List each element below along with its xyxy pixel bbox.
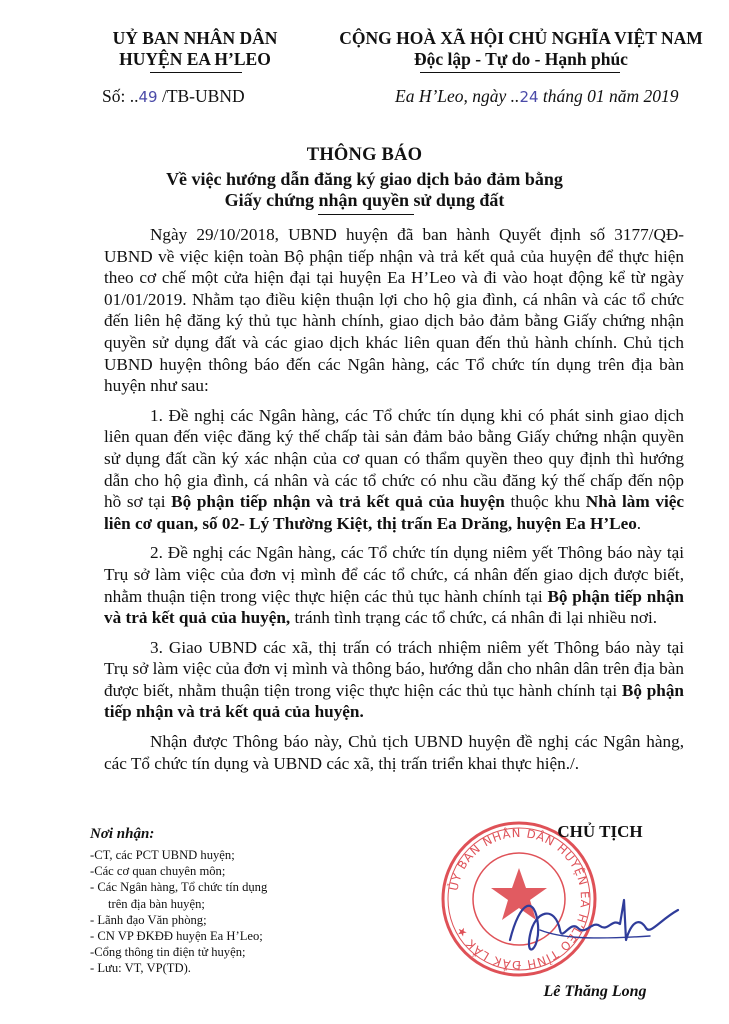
doc-number-suffix: /TB-UBND <box>157 86 245 106</box>
item3-bold-office: Bộ phận tiếp nhận và trả kết quả của huyện. <box>104 680 684 722</box>
item1-text-2: thuộc khu <box>504 492 586 512</box>
body-paragraph-item3 <box>104 637 684 723</box>
recipient-item: -Cổng thông tin điện tử huyện; <box>90 945 246 960</box>
body-paragraph-closing: Nhận được Thông báo này, Chủ tịch UBND huyện đề nghị các Ngân hàng, các Tổ chức tín dụng và UBND các xã, thị trấn triển khai thực hiện./. <box>104 732 684 773</box>
item1-bold-office: Bộ phận tiếp nhận và trả kết quả của huyện <box>171 492 505 512</box>
doc-number-handwritten: 49 <box>138 88 158 106</box>
recipient-item: -CT, các PCT UBND huyện; <box>90 848 235 862</box>
motto-underline <box>420 72 620 73</box>
place-date-prefix: Ea H’Leo, ngày .. <box>395 86 520 106</box>
document-number <box>102 86 245 107</box>
national-motto: Độc lập - Tự do - Hạnh phúc <box>414 49 628 69</box>
item2-text: 2. Đề nghị các Ngân hàng, các Tổ chức tín dụng niêm yết Thông báo này tại Trụ sở làm việc của đơn vị mình để các tổ chức, cá nhân đến giao dịch được biết, nhằm thuận tiện trong việc thực hiện các thủ tục hành chính tại <box>104 543 684 606</box>
item1-text: 1. Đề nghị các Ngân hàng, các Tổ chức tín dụng khi có phát sinh giao dịch liên quan đến việc đăng ký thế chấp tài sản đảm bảo bằng Giấy chứng nhận quyền sử dụng đất cần ký xác nhận của cơ quan có thẩm quyền theo quy định thì hướng dẫn cho hộ gia đình, cá nhân và các tổ chức có nhu cầu đăng ký thế chấp đến nộp hồ sơ tại <box>104 405 684 512</box>
item1-text-end: . <box>636 513 642 533</box>
handwritten-signature-icon <box>500 880 690 970</box>
recipients-heading: Nơi nhận: <box>90 826 155 842</box>
place-and-date <box>395 86 679 107</box>
document-body <box>104 224 684 782</box>
body-paragraph-item2 <box>104 542 684 628</box>
issuing-agency <box>60 28 330 70</box>
agency-underline <box>150 72 242 73</box>
recipients-block <box>90 826 340 977</box>
nation-name: CỘNG HOÀ XÃ HỘI CHỦ NGHĨA VIỆT NAM <box>339 28 703 48</box>
doc-number-prefix: Số: .. <box>102 86 139 106</box>
recipient-item: - Lãnh đạo Văn phòng; <box>90 912 207 927</box>
item3-text: 3. Giao UBND các xã, thị trấn có trách nhiệm niêm yết Thông báo này tại Trụ sở làm việc của đơn vị mình và thông báo, hướng dẫn cho nhân dân trên địa bàn được biết, nhằm thuận tiện trong việc thực hiện các thủ tục hành chính tại <box>104 637 684 700</box>
document-subject-line2: Giấy chứng nhận quyền sử dụng đất <box>224 190 505 210</box>
item1-bold-address: Nhà làm việc liên cơ quan, số 02- Lý Thường Kiệt, thị trấn Ea Drăng, huyện Ea H’Leo <box>104 492 684 533</box>
agency-name-line2: HUYỆN EA H’LEO <box>119 49 271 69</box>
agency-name-line1: UỶ BAN NHÂN DÂN <box>112 28 278 48</box>
national-heading <box>328 28 714 70</box>
body-paragraph-intro: Ngày 29/10/2018, UBND huyện đã ban hành Quyết định số 3177/QĐ-UBND về việc kiện toàn Bộ phận tiếp nhận và trả kết quả của huyện để thực hiện theo cơ chế một cửa hiện đại tại huyện Ea H’Leo và đi vào hoạt động kể từ ngày 01/01/2019. Nhằm tạo điều kiện thuận lợi cho hộ gia đình, cá nhân và các tổ chức đến liên hệ đăng ký thủ tục hành chính, giao dịch bảo đảm bằng Giấy chứng nhận quyền sử dụng đất và các giao dịch khác liên quan đến thủ hành chính. Chủ tịch UBND huyện thông báo đến các Ngân hàng, các Tổ chức tín dụng trên địa bàn huyện như sau: <box>104 225 684 396</box>
body-paragraph-item1 <box>104 405 684 535</box>
recipient-item: -Các cơ quan chuyên môn; <box>90 864 226 879</box>
svg-text:ỦY BAN NHÂN DÂN HUYỆN EA H’LEO: ỦY BAN NHÂN DÂN HUYỆN EA H’LEO TỈNH ĐẮK LẮK ★ <box>446 825 593 973</box>
recipient-item: - Các Ngân hàng, Tổ chức tín dụng <box>90 880 268 895</box>
document-title: THÔNG BÁO <box>306 145 423 165</box>
place-date-suffix: tháng 01 năm 2019 <box>538 86 679 106</box>
title-underline <box>318 214 414 215</box>
recipient-item: - CN VP ĐKĐĐ huyện Ea H’Leo; <box>90 929 263 944</box>
item2-bold-office: Bộ phận tiếp nhận và trả kết quả của huyện, <box>104 586 684 628</box>
item2-text-end: tránh tình trạng các tổ chức, cá nhân đi lại nhiều nơi. <box>290 608 658 628</box>
signer-title: CHỦ TỊCH <box>557 822 643 841</box>
recipient-item: trên địa bàn huyện; <box>108 896 205 911</box>
date-day-handwritten: 24 <box>519 88 539 106</box>
signer-name: Lê Thăng Long <box>543 983 647 1000</box>
document-subject-line1: Về việc hướng dẫn đăng ký giao dịch bảo đảm bằng <box>166 169 563 189</box>
recipient-item: - Lưu: VT, VP(TD). <box>90 961 191 976</box>
